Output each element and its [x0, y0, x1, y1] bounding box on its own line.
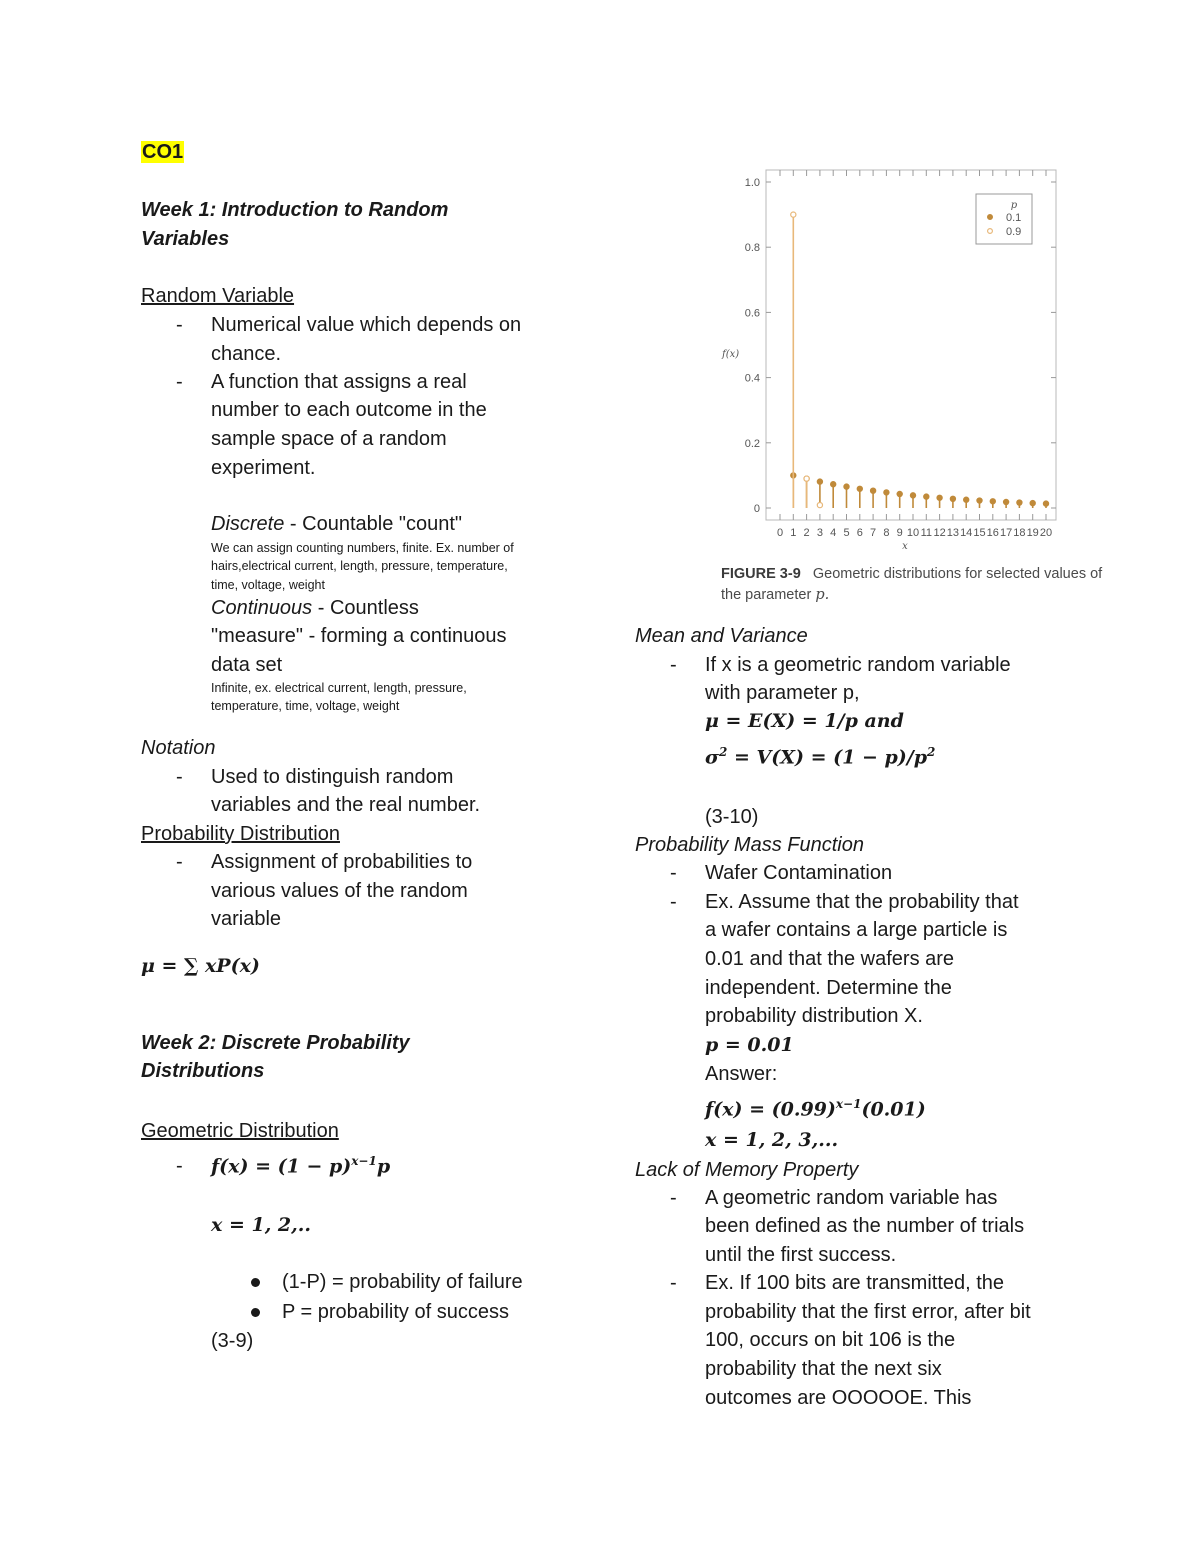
continuous-note-line2: temperature, time, voltage, weight — [211, 699, 400, 713]
geometric-variance-formula: $\sigma^2 = V(X) = (1 - p)/p^2$ — [705, 745, 936, 769]
geometric-distribution-chart — [700, 160, 1130, 550]
figure-caption-line2: the parameter p. — [721, 587, 830, 603]
bullet-dot — [251, 1278, 260, 1287]
x-tick-label: 17 — [999, 527, 1013, 539]
pmf-answer-formula: $f(x) = (0.99)^{x-1}(0.01)$ — [705, 1097, 926, 1121]
geo-bullet-failure: (1-P) = probability of failure — [282, 1271, 523, 1293]
lmp-bullet1-line3: until the first success. — [705, 1244, 897, 1266]
dash-bullet: - — [670, 654, 677, 676]
lmp-bullet1-line1: A geometric random variable has — [705, 1187, 998, 1209]
lack-of-memory-heading: Lack of Memory Property — [635, 1159, 859, 1181]
rv-bullet2-line4: experiment. — [211, 457, 316, 479]
dash-bullet: - — [176, 851, 183, 873]
x-tick-label: 20 — [1039, 527, 1053, 539]
y-tick-label: 0 — [753, 503, 760, 515]
x-tick-label: 8 — [883, 527, 890, 539]
co1-label: CO1 — [142, 141, 184, 163]
series-point — [884, 490, 889, 495]
pmf-x-values: x = 1, 2, 3,... — [705, 1129, 839, 1151]
rv-bullet2-line2: number to each outcome in the — [211, 399, 487, 421]
pmf-bullet2-line2: a wafer contains a large particle is — [705, 919, 1008, 941]
series-point — [1017, 500, 1022, 505]
x-tick-label: 5 — [843, 527, 850, 539]
series-point — [1043, 501, 1048, 506]
x-tick-label: 3 — [816, 527, 823, 539]
x-tick-label: 10 — [906, 527, 920, 539]
series-point — [990, 499, 995, 504]
series-point — [857, 486, 862, 491]
x-tick-label: 14 — [960, 527, 973, 539]
equation-ref-3-10: (3-10) — [705, 806, 759, 828]
continuous-definition: Continuous - Countless — [211, 597, 419, 619]
series-point — [897, 491, 902, 496]
rv-bullet1-line2: chance. — [211, 343, 282, 365]
pmf-bullet2-line3: 0.01 and that the wafers are — [705, 948, 955, 970]
series-point — [871, 488, 876, 493]
x-tick-label: 6 — [856, 527, 863, 539]
discrete-note-line1: We can assign counting numbers, finite. Ex. number of — [211, 541, 514, 555]
y-tick-label: 0.2 — [744, 437, 760, 450]
continuous-line2: "measure" - forming a continuous — [211, 625, 507, 647]
x-tick-label: 1 — [790, 527, 797, 539]
series-point — [844, 484, 849, 489]
series-point — [924, 494, 929, 499]
pmf-bullet1: Wafer Contamination — [705, 862, 893, 884]
legend-entry: 0.9 — [1006, 226, 1022, 238]
y-axis-label: f(x) — [722, 349, 740, 360]
pmf-heading: Probability Mass Function — [635, 834, 864, 856]
equation-ref-3-9: (3-9) — [211, 1330, 254, 1352]
x-tick-label: 7 — [870, 527, 877, 539]
legend-marker — [988, 229, 993, 234]
x-tick-label: 9 — [896, 527, 903, 539]
lmp-bullet1-line2: been defined as the number of trials — [705, 1215, 1025, 1237]
series-point — [817, 479, 822, 484]
x-tick-label: 18 — [1013, 527, 1026, 539]
series-point — [964, 497, 969, 502]
geometric-pmf-formula: $f(x) = (1 - p)^{x-1}p$ — [211, 1154, 391, 1178]
y-tick-label: 0.8 — [744, 242, 760, 255]
week1-title-line1: Week 1: Introduction to Random — [141, 199, 449, 221]
dash-bullet: - — [176, 766, 183, 788]
discrete-note-line3: time, voltage, weight — [211, 578, 325, 592]
dash-bullet: - — [670, 891, 677, 913]
discrete-definition: Discrete - Countable "count" — [211, 513, 462, 535]
notation-heading: Notation — [141, 737, 216, 759]
dash-bullet: - — [176, 314, 183, 336]
legend-box — [976, 194, 1032, 244]
discrete-note-line2: hairs,electrical current, length, pressure, temperature, — [211, 559, 508, 573]
series-point — [977, 498, 982, 503]
x-tick-label: 4 — [830, 527, 837, 539]
pmf-bullet2-line1: Ex. Assume that the probability that — [705, 891, 1019, 913]
y-tick-label: 0.4 — [744, 372, 760, 385]
lmp-bullet2-line1: Ex. If 100 bits are transmitted, the — [705, 1272, 1005, 1294]
geometric-mean-formula: μ = E(X) = 1/p and — [705, 710, 904, 732]
x-tick-label: 19 — [1026, 527, 1039, 539]
mv-bullet-line2: with parameter p, — [705, 682, 860, 704]
x-tick-label: 15 — [973, 527, 986, 539]
random-variable-heading: Random Variable — [141, 285, 295, 307]
continuous-line3: data set — [211, 654, 283, 676]
x-tick-label: 2 — [803, 527, 810, 539]
x-tick-label: 12 — [933, 527, 946, 539]
lmp-bullet2-line3: 100, occurs on bit 106 is the — [705, 1329, 956, 1351]
series-point — [937, 495, 942, 500]
y-tick-label: 0.6 — [744, 307, 760, 320]
continuous-note-line1: Infinite, ex. electrical current, length, pressure, — [211, 681, 467, 695]
series-point — [817, 502, 822, 507]
pmf-answer-label: Answer: — [705, 1063, 778, 1085]
series-point — [910, 493, 915, 498]
series-point — [791, 212, 796, 217]
pmf-bullet2-line4: independent. Determine the — [705, 977, 952, 999]
mean-variance-heading: Mean and Variance — [635, 625, 808, 647]
pd-bullet-line1: Assignment of probabilities to — [211, 851, 473, 873]
dash-bullet: - — [176, 1155, 183, 1177]
rv-bullet2-line1: A function that assigns a real — [211, 371, 467, 393]
week2-title-line2: Distributions — [141, 1060, 265, 1082]
mean-formula: μ = ∑ xP(x) — [141, 955, 260, 977]
pmf-bullet2-line5: probability distribution X. — [705, 1005, 923, 1027]
week1-title-line2: Variables — [141, 228, 230, 250]
lmp-bullet2-line2: probability that the first error, after bit — [705, 1301, 1031, 1323]
dash-bullet: - — [670, 862, 677, 884]
rv-bullet1-line1: Numerical value which depends on — [211, 314, 522, 336]
legend-entry: 0.1 — [1006, 212, 1022, 224]
geo-bullet-success: P = probability of success — [282, 1301, 509, 1323]
week2-title-line1: Week 2: Discrete Probability — [141, 1032, 410, 1054]
legend-title: p — [1010, 200, 1018, 211]
notation-bullet-line1: Used to distinguish random — [211, 766, 454, 788]
x-tick-label: 13 — [946, 527, 960, 539]
pmf-p-value: p = 0.01 — [705, 1034, 794, 1056]
bullet-dot — [251, 1308, 260, 1317]
x-tick-label: 16 — [986, 527, 999, 539]
pd-bullet-line2: various values of the random — [211, 880, 468, 902]
notation-bullet-line2: variables and the real number. — [211, 794, 481, 816]
legend-marker — [988, 215, 993, 220]
x-tick-label: 0 — [776, 527, 784, 539]
series-point — [804, 476, 809, 481]
geometric-distribution-heading: Geometric Distribution — [141, 1120, 339, 1142]
lmp-bullet2-line5: outcomes are OOOOOE. This — [705, 1387, 972, 1409]
series-point — [1004, 499, 1009, 504]
y-tick-label: 1.0 — [744, 177, 760, 189]
pd-bullet-line3: variable — [211, 908, 282, 930]
figure-3-9 — [700, 160, 1130, 610]
dash-bullet: - — [670, 1272, 677, 1294]
mv-bullet-line1: If x is a geometric random variable — [705, 654, 1011, 676]
series-point — [950, 496, 955, 501]
probability-distribution-heading: Probability Distribution — [141, 823, 340, 845]
figure-caption-line1: FIGURE 3-9 Geometric distributions for selected values of — [721, 566, 1103, 582]
dash-bullet: - — [670, 1187, 677, 1209]
x-tick-label: 11 — [920, 527, 933, 539]
x-axis-label: x — [902, 541, 908, 550]
rv-bullet2-line3: sample space of a random — [211, 428, 447, 450]
series-point — [831, 482, 836, 487]
dash-bullet: - — [176, 371, 183, 393]
lmp-bullet2-line4: probability that the next six — [705, 1358, 942, 1380]
geometric-x-values: x = 1, 2,.. — [211, 1214, 311, 1236]
series-point — [1030, 501, 1035, 506]
